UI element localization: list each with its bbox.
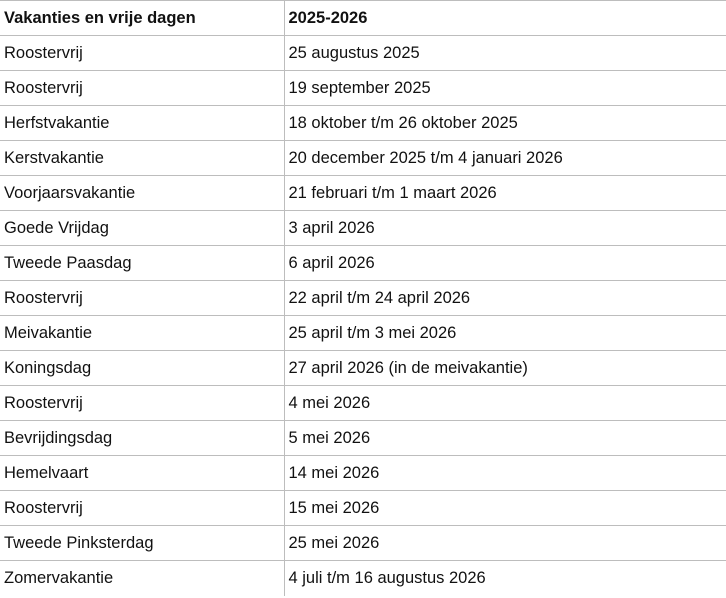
table-row — [0, 281, 726, 316]
holiday-name-cell: Roostervrij — [0, 386, 284, 421]
holiday-date-cell: 25 mei 2026 — [284, 526, 726, 561]
table-row — [0, 456, 726, 491]
holiday-name-cell: Meivakantie — [0, 316, 284, 351]
holiday-date-cell: 3 april 2026 — [284, 211, 726, 246]
holiday-date-cell: 5 mei 2026 — [284, 421, 726, 456]
holiday-name-cell: Koningsdag — [0, 351, 284, 386]
holiday-date-cell: 4 mei 2026 — [284, 386, 726, 421]
holiday-name-cell: Roostervrij — [0, 281, 284, 316]
holiday-name-cell: Tweede Paasdag — [0, 246, 284, 281]
holiday-date-cell: 19 september 2025 — [284, 71, 726, 106]
holiday-name-cell: Hemelvaart — [0, 456, 284, 491]
table-row — [0, 71, 726, 106]
holiday-date-cell: 25 april t/m 3 mei 2026 — [284, 316, 726, 351]
table-row — [0, 36, 726, 71]
holiday-name-cell: Roostervrij — [0, 36, 284, 71]
holiday-name-cell: Zomervakantie — [0, 561, 284, 596]
table-row — [0, 351, 726, 386]
holiday-name-cell: Kerstvakantie — [0, 141, 284, 176]
holiday-date-cell: 4 juli t/m 16 augustus 2026 — [284, 561, 726, 596]
holiday-name-cell: Tweede Pinksterdag — [0, 526, 284, 561]
holiday-name-cell: Roostervrij — [0, 71, 284, 106]
holiday-name-cell: Roostervrij — [0, 491, 284, 526]
table-header-row — [0, 1, 726, 36]
holiday-name-cell: Voorjaarsvakantie — [0, 176, 284, 211]
holiday-date-cell: 21 februari t/m 1 maart 2026 — [284, 176, 726, 211]
holiday-name-cell: Bevrijdingsdag — [0, 421, 284, 456]
table-row — [0, 141, 726, 176]
table-row — [0, 491, 726, 526]
table-row — [0, 526, 726, 561]
holiday-date-cell: 6 april 2026 — [284, 246, 726, 281]
holiday-date-cell: 14 mei 2026 — [284, 456, 726, 491]
table-row — [0, 176, 726, 211]
holiday-date-cell: 27 april 2026 (in de meivakantie) — [284, 351, 726, 386]
holiday-name-cell: Herfstvakantie — [0, 106, 284, 141]
holiday-date-cell: 18 oktober t/m 26 oktober 2025 — [284, 106, 726, 141]
table-row — [0, 246, 726, 281]
table-row — [0, 106, 726, 141]
holiday-date-cell: 20 december 2025 t/m 4 januari 2026 — [284, 141, 726, 176]
table-row — [0, 316, 726, 351]
holiday-name-cell: Goede Vrijdag — [0, 211, 284, 246]
holiday-date-cell: 25 augustus 2025 — [284, 36, 726, 71]
column-header-school-year: 2025-2026 — [284, 1, 726, 36]
holiday-date-cell: 22 april t/m 24 april 2026 — [284, 281, 726, 316]
table-row — [0, 386, 726, 421]
holiday-date-cell: 15 mei 2026 — [284, 491, 726, 526]
column-header-holiday: Vakanties en vrije dagen — [0, 1, 284, 36]
table-row — [0, 561, 726, 596]
table-row — [0, 211, 726, 246]
table-row — [0, 421, 726, 456]
